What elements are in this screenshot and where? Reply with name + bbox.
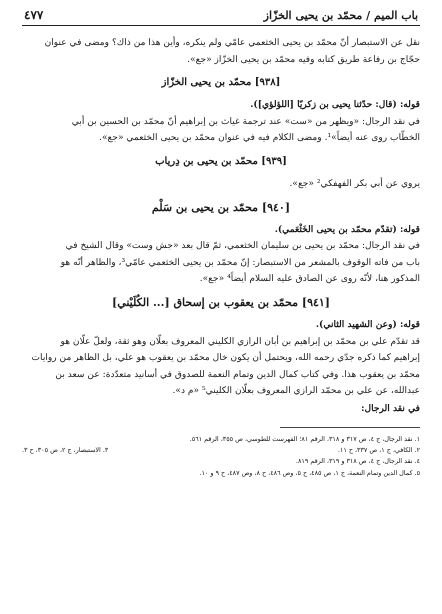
body-line: في نقد الرجال: (361, 402, 420, 414)
body-line: حجّاج بن رفاعة طريق كتابه وفيه محمّد بن يحيى الخزّاز «جع». (187, 54, 420, 65)
entry-heading: [٩٣٨] محمّد بن يحيى الخزّاز (161, 77, 281, 89)
chapter-title: باب الميم / محمّد بن يحيى الخزّاز (263, 9, 418, 22)
quote-line: قوله: (تقدّم محمّد بن يحيى الخَثْعَمي). (274, 223, 420, 235)
body-line: إبراهيم كما ذكره جدّي رحمه الله، ويحتمل أن يكون خال محمّد بن يعقوب هو علي، بل الظاهر من روايات (31, 353, 420, 364)
body-line: المذكور هنا، لأنّه روى عن الصادق عليه السلام أيضاً⁴ «جع». (199, 274, 420, 285)
body-line: عبدالله، عن علي بن محمّد الرازي المعروف بعلّان الكليني⁵ «م د». (172, 386, 420, 397)
running-header (22, 8, 420, 25)
footnote: ٣. الاستبصار، ج ٢، ص ٣٠٥، ح ٣. (22, 445, 109, 454)
footnote: ٤. نقد الرجال، ج ٤، ص ٣١٨ و ٣١٩، الرقم ٨١٩. (295, 457, 420, 466)
quote-line: قوله: (قال: حدّثنا يحيى بن زكريّا [اللؤلؤي]). (250, 99, 420, 111)
footnote: ٢. الكافي، ج ١، ص ٣٣٧، ح ١١. (337, 445, 420, 454)
quote-line: قوله: (وعن الشهيد الثاني). (315, 318, 420, 330)
entry-heading: [٩٤١] محمّد بن يعقوب بن إسحاق [... الكُلَيْني] (111, 295, 331, 309)
footnote: ١. نقد الرجال، ج ٤، ص ٣١٧ و ٣١٨، الرقم ٨١؛ الفهرست للطوسي، ص ٣٥٥، الرقم ٥٦١. (189, 434, 420, 443)
footnote-rule (280, 427, 420, 428)
entry-heading: [٩٣٩] محمّد بن يحيى بن دِرياب (155, 155, 287, 167)
body-line: في نقد الرجال: «ويظهر من «ست» عند ترجمة غياث بن إبراهيم أنّ محمّد بن الحسين بن أبي (71, 116, 420, 127)
entry-heading: [٩٤٠] محمّد بن يحيى بن سَلْم (151, 200, 291, 214)
body-line: نقل عن الاستبصار أنّ محمّد بن يحيى الخثعمي عامّي ولم ينكره، وأين هذا من ذاك؟ ومضى في عنوان (44, 38, 420, 48)
header-rule (22, 25, 420, 26)
body-line: قد تقدّم علي بن محمّد بن إبراهيم بن أبان الرازي الكليني المعروف بعلّان وهو ثقة، ولعلّ علّان هو (60, 336, 420, 347)
page-number: ٤٧٧ (24, 8, 44, 22)
body-line: يروي عن أبي بكر الفهفكي² «جع». (289, 178, 420, 189)
body-line: الخطّاب روى عنه أيضاً»¹. ومضى الكلام فيه في عنوان محمّد بن يحيى الخثعمي «جع». (99, 133, 420, 144)
footnote: ٥. كمال الدين وتمام النعمة، ج ١، ص ٤٨٥، ح ٥، وص ٤٨٦، ح ٨، وص ٤٨٧، ح ٩ و ١٠. (199, 468, 420, 477)
body-line: باب من فاته الوقوف بالمشعر من الاستبصار: إنّ محمّد بن يحيى الخثعمي عامّي³، والظاهر أنّه هو (60, 257, 420, 268)
body-line: في نقد الرجال: محمّد بن يحيى بن سليمان الخثعمي، ثمّ قال بعد «جش وست» وقال الشيخ في (65, 241, 420, 252)
body-line: محمّد بن يعقوب هذا. وفي كتاب كمال الدين وتمام النعمة للصدوق في أسانيد متعدّدة: عن سعد بن (55, 369, 420, 380)
